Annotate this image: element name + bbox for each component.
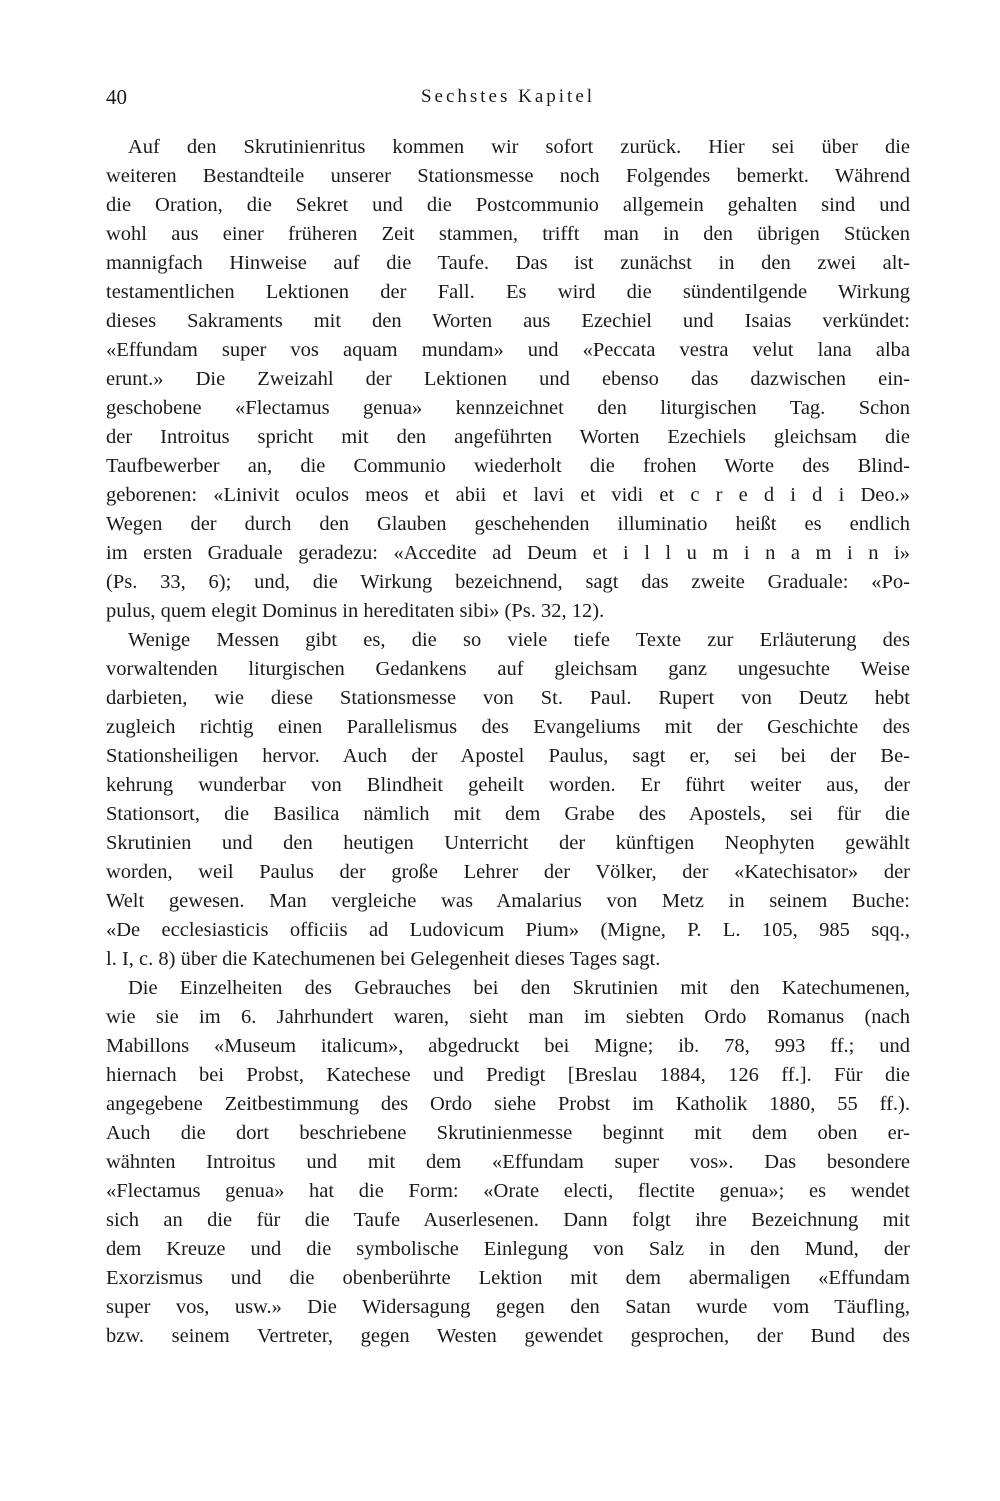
text-line: die Oration, die Sekret und die Postcommunio allgemein gehalten sind und	[106, 194, 910, 216]
text-line: zugleich richtig einen Parallelismus des Evangeliums mit der Geschichte des	[106, 716, 910, 738]
text-line: vorwaltenden liturgischen Gedankens auf gleichsam ganz ungesuchte Weise	[106, 658, 910, 680]
text-line: Stationsort, die Basilica nämlich mit dem Grabe des Apostels, sei für die	[106, 803, 910, 825]
text-line: geborenen: «Linivit oculos meos et abii et lavi et vidi et c r e d i d i Deo.»	[106, 484, 910, 506]
text-line: Stationsheiligen hervor. Auch der Apostel Paulus, sagt er, sei bei der Be-	[106, 745, 910, 767]
text-line: Wenige Messen gibt es, die so viele tiefe Texte zur Erläuterung des	[128, 629, 910, 651]
text-line: der Introitus spricht mit den angeführten Worten Ezechiels gleichsam die	[106, 426, 910, 448]
text-line: weiteren Bestandteile unserer Stationsmesse noch Folgendes bemerkt. Während	[106, 165, 910, 187]
text-line: l. I, c. 8) über die Katechumenen bei Gelegenheit dieses Tages sagt.	[106, 948, 661, 970]
text-line: erunt.» Die Zweizahl der Lektionen und ebenso das dazwischen ein-	[106, 368, 910, 390]
paragraph-2	[106, 626, 910, 974]
text-line: Auch die dort beschriebene Skrutinienmesse beginnt mit dem oben er-	[106, 1122, 910, 1144]
text-line: angegebene Zeitbestimmung des Ordo siehe Probst im Katholik 1880, 55 ff.).	[106, 1093, 910, 1115]
text-line: «Effundam super vos aquam mundam» und «Peccata vestra velut lana alba	[106, 339, 910, 361]
paragraph-1	[106, 133, 910, 626]
body-text	[106, 133, 910, 1351]
text-line: geschobene «Flectamus genua» kennzeichnet den liturgischen Tag. Schon	[106, 397, 910, 419]
page-number: 40	[106, 85, 127, 109]
text-line: Exorzismus und die obenberührte Lektion mit dem abermaligen «Effundam	[106, 1267, 910, 1289]
text-line: «De ecclesiasticis officiis ad Ludovicum Pium» (Migne, P. L. 105, 985 sqq.,	[106, 919, 910, 941]
text-line: bzw. seinem Vertreter, gegen Westen gewendet gesprochen, der Bund des	[106, 1325, 910, 1347]
text-line: «Flectamus genua» hat die Form: «Orate electi, flectite genua»; es wendet	[106, 1180, 910, 1202]
chapter-title: Sechstes Kapitel	[420, 86, 596, 107]
running-head	[106, 82, 910, 112]
text-line: hiernach bei Probst, Katechese und Predigt [Breslau 1884, 126 ff.]. Für die	[106, 1064, 910, 1086]
text-line: sich an die für die Taufe Auserlesenen. Dann folgt ihre Bezeichnung mit	[106, 1209, 910, 1231]
text-line: darbieten, wie diese Stationsmesse von St. Paul. Rupert von Deutz hebt	[106, 687, 910, 709]
text-line: dem Kreuze und die symbolische Einlegung von Salz in den Mund, der	[106, 1238, 910, 1260]
text-line: Taufbewerber an, die Communio wiederholt die frohen Worte des Blind-	[106, 455, 910, 477]
text-line: dieses Sakraments mit den Worten aus Ezechiel und Isaias verkündet:	[106, 310, 910, 332]
text-line: wie sie im 6. Jahrhundert waren, sieht man im siebten Ordo Romanus (nach	[106, 1006, 910, 1028]
text-line: wohl aus einer früheren Zeit stammen, trifft man in den übrigen Stücken	[106, 223, 910, 245]
text-line: Skrutinien und den heutigen Unterricht der künftigen Neophyten gewählt	[106, 832, 910, 854]
text-line: Mabillons «Museum italicum», abgedruckt bei Migne; ib. 78, 993 ff.; und	[106, 1035, 910, 1057]
text-line: testamentlichen Lektionen der Fall. Es wird die sündentilgende Wirkung	[106, 281, 910, 303]
text-line: Wegen der durch den Glauben geschehenden illuminatio heißt es endlich	[106, 513, 910, 535]
text-line: super vos, usw.» Die Widersagung gegen den Satan wurde vom Täufling,	[106, 1296, 910, 1318]
text-line: kehrung wunderbar von Blindheit geheilt worden. Er führt weiter aus, der	[106, 774, 910, 796]
paragraph-3	[106, 974, 910, 1351]
text-line: worden, weil Paulus der große Lehrer der Völker, der «Katechisator» der	[106, 861, 910, 883]
text-line: wähnten Introitus und mit dem «Effundam super vos». Das besondere	[106, 1151, 910, 1173]
text-line: mannigfach Hinweise auf die Taufe. Das ist zunächst in den zwei alt-	[106, 252, 910, 274]
text-line: Auf den Skrutinienritus kommen wir sofort zurück. Hier sei über die	[128, 136, 910, 158]
text-line: (Ps. 33, 6); und, die Wirkung bezeichnend, sagt das zweite Graduale: «Po-	[106, 571, 910, 593]
text-line: Welt gewesen. Man vergleiche was Amalarius von Metz in seinem Buche:	[106, 890, 910, 912]
text-line: Die Einzelheiten des Gebrauches bei den Skrutinien mit den Katechumenen,	[128, 977, 910, 999]
text-line: im ersten Graduale geradezu: «Accedite ad Deum et i l l u m i n a m i n i»	[106, 542, 910, 564]
text-line: pulus, quem elegit Dominus in hereditaten sibi» (Ps. 32, 12).	[106, 600, 605, 622]
